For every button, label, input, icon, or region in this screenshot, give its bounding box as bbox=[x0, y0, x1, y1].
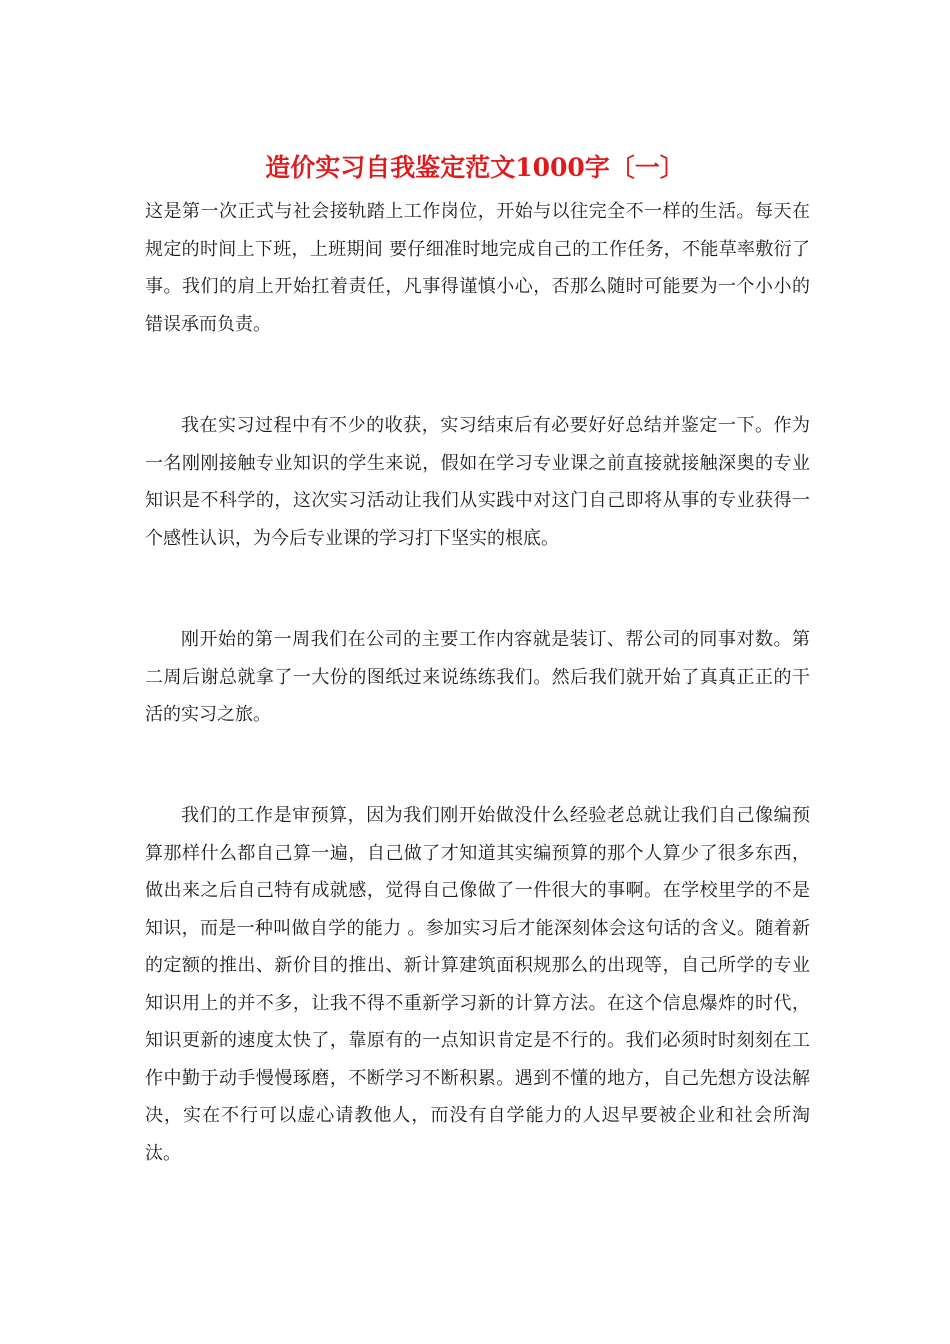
paragraph-1: 这是第一次正式与社会接轨踏上工作岗位，开始与以往完全不一样的生活。每天在规定的时间上下班，上班期间 要仔细准时地完成自己的工作任务，不能草率敷衍了事。我们的肩上开始扛着责任，凡事得谨慎小心，否那么随时可能要为一个小小的错误承而负责。 bbox=[145, 201, 810, 335]
page-title: 造价实习自我鉴定范文1000字〔一〕 bbox=[265, 153, 685, 182]
paragraph-4: 我们的工作是审预算，因为我们刚开始做没什么经验老总就让我们自己像编预算那样什么都自己算一遍，自己做了才知道其实编预算的那个人算少了很多东西，做出来之后自己特有成就感，觉得自己像做了一件很大的事啊。在学校里学的不是知识，而是一种叫做自学的能力 。参加实习后才能深刻体会这句话的含义。随着新的定额的推出、新价目的推出、新计算建筑面积规那么的出现等，自己所学的专业知识用上的并不多，让我不得不重新学习新的计算方法。在这个信息爆炸的时代，知识更新的速度太快了，靠原有的一点知识肯定是不行的。我们必须时时刻刻在工作中勤于动手慢慢琢磨，不断学习不断积累。遇到不懂的地方，自己先想方设法解决，实在不行可以虚心请教他人，而没有自学能力的人迟早要被企业和社会所淘汰。 bbox=[145, 805, 810, 1164]
paragraph-3: 刚开始的第一周我们在公司的主要工作内容就是装订、帮公司的同事对数。第二周后谢总就拿了一大份的图纸过来说练练我们。然后我们就开始了真真正正的干活的实习之旅。 bbox=[145, 629, 810, 725]
paragraph-2: 我在实习过程中有不少的收获，实习结束后有必要好好总结并鉴定一下。作为一名刚刚接触专业知识的学生来说，假如在学习专业课之前直接就接触深奥的专业知识是不科学的，这次实习活动让我们从实践中对这门自己即将从事的专业获得一个感性认识，为今后专业课的学习打下坚实的根底。 bbox=[145, 415, 810, 549]
